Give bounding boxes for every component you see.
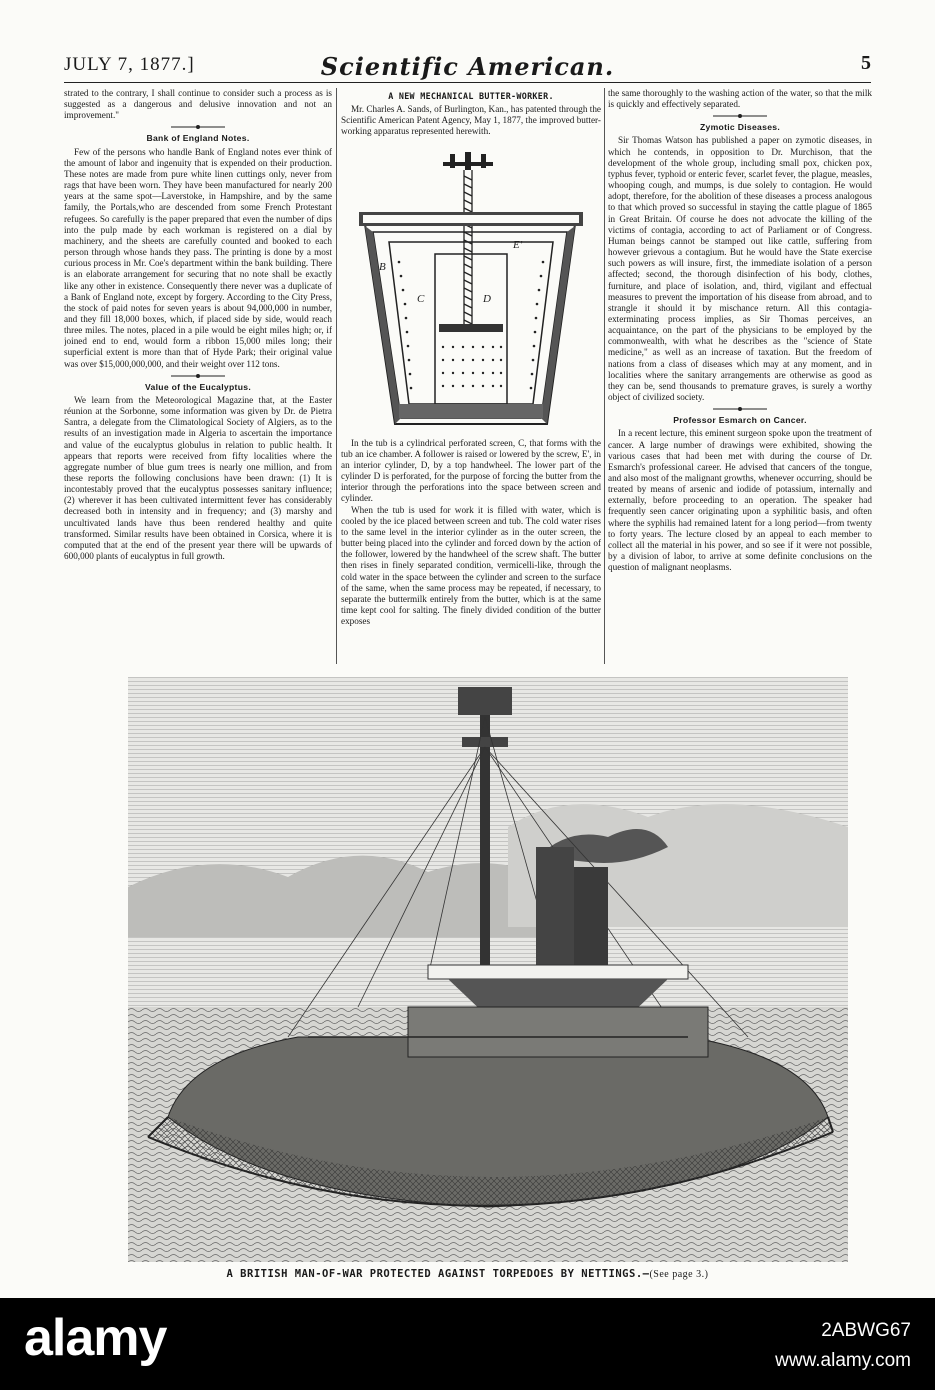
label-d: D [483,292,491,305]
caption-see-page: (See page 3.) [649,1269,709,1280]
article-butter-worker-body-1: In the tub is a cylindrical perforated screen, C, that forms with the tub an ice chamber. A follower is raised or lowered by the screw, E', in an interior cylinder, D, by a top handwheel. The lower part of the cylinder D is perforated, for the purpose of forcing the butter from the interior through the perforations into the space between screen and cylinder. [341,437,601,504]
issue-date: JULY 7, 1877.] [64,54,195,75]
heading-value-of-eucalyptus: Value of the Eucalyptus. [144,381,252,392]
column-2 [341,88,601,666]
heading-zymotic-diseases: Zymotic Diseases. [699,122,781,133]
image-id-block [775,1316,911,1376]
article-value-of-eucalyptus: We learn from the Meteorological Magazine that, at the Easter réunion at the Sorbonne, some information was given by Dr. de Pietra Santra, a delegate from the Climatological Society of Algiers, as to the results of an investigation made in Algeria to ascertain the importance and value of the eucalyptus globulus in relation to public health. It appears that reports were received from fifty localities where the aggregate number of blue gum trees is nearly one million, and from these reports the following conclusions have been drawn: (1) It is incontestably proved that the eucalyptus possesses sanitary influence; (2) wherever it has been cultivated intermittent fever has considerably decreased both in intensity and in frequency; and (3) marshy and uncultivated lands have thus been rendered healthy and quite transformed. Similar results have been obtained in Corsica, where it is computed that at the end of the present year there will be upwards of 600,000 plants of eucalyptus in full growth. [64,394,332,562]
stock-url: www.alamy.com [775,1350,911,1371]
ornament-divider-icon [163,373,233,379]
heading-esmarch-on-cancer: Professor Esmarch on Cancer. [673,415,807,426]
publication-title: Scientific American. [320,52,615,81]
heading-bank-of-england-notes: Bank of England Notes. [146,133,250,144]
label-b: B [379,260,386,273]
column-3 [608,88,872,666]
article-bank-of-england-notes: Few of the persons who handle Bank of England notes ever think of the amount of labor and ingenuity that is expended on their production. These notes are made from pure white linen cuttings only, never from rags that have been worn. They have been manufactured for nearly 200 years at the same spot—Laverstoke, in Hampshire, and by the same family, the Portals,who are descended from some French Protestant refugees. So carefully is the paper prepared that even the number of dips into the pulp made by each workman is registered on a dial by machinery, and the sheets are carefully counted and booked to each person through whose hands they pass. The printing is done by a most curious process in Mr. Coe's department within the bank building. There is an elaborate arrangement for securing that no note shall be exactly like any other in existence. Consequently there never was a duplicate of a Bank of England note, except by forgery. According to the City Press, the stock of paid notes for seven years is about 94,000,000 in number, and they fill 18,000 boxes, which, if placed side by side, would reach three miles. The notes, placed in a pile would be eight miles high; or, if joined end to end, would form a ribbon 15,000 miles long; their superficial extent is more than that of Hyde Park; their original value was over $15,000,000,000, and their weight over 112 tons. [64,146,332,369]
alamy-logo: alamy [24,1309,167,1367]
column-rule [604,88,605,664]
article-butter-worker-intro: Mr. Charles A. Sands, of Burlington, Kan., has patented through the Scientific American Patent Agency, May 1, 1877, the improved butter-working apparatus represented herewith. [341,104,601,137]
engraving-caption [64,1268,871,1280]
article-continuation: strated to the contrary, I shall continue to consider such a process as is suggested as a dangerous and delusive innovation and not an improvement." [64,88,332,121]
butter-worker-figure [343,142,599,432]
label-c: C [417,292,425,305]
column-rule [336,88,337,664]
ornament-divider-icon [705,406,775,412]
stock-watermark-banner [0,1298,935,1390]
article-esmarch-on-cancer: In a recent lecture, this eminent surgeon spoke upon the treatment of cancer. A large number of drawings were exhibited, showing the various cases that had been met with during the course of Dr. Esmarch's professional career. He advised that cancers of the tongue, and also most of the malignant growths, whenever occurring, should be treated by means of arsenic and iodide of potassium, internally and externally, before proceeding to an operation. The speaker had frequently seen cancer originating upon a syphilitic basis, and often where the syphilis had remained latent for a long period—from twenty to forty years. The lecture closed by an appeal to each member to collect all the material in his power, and so see if it were not possible, by a division of labor, to arrive at some definite conclusions on the question of malignant neoplasms. [608,428,872,573]
page-number: 5 [861,52,871,74]
article-continuation: the same thoroughly to the washing action of the water, so that the milk is quickly and effectively separated. [608,88,872,110]
article-zymotic-diseases: Sir Thomas Watson has published a paper on zymotic diseases, in which he contends, in opposition to Dr. Murchison, that the development of the whole group, including small pox, chicken pox, typhus fever, typhoid or enteric fever, scarlet fever, the plague, measles, whooping cough, and mumps, is due solely to contagion. He would adopt, therefore, for the abolition of these diseases a process analogous to that which proved so successful in staying the cattle plague of 1865 in Great Britain. Of course he does not advocate the killing of the victims of contagia, according to act of Parliament or of Congress. Human beings cannot be stamped out like cattle, suffering from however grievous a contagium. But he would have the State exercise such powers as will insure, first, the immediate isolation of a person affected; second, the thorough disinfection of his body, clothes, furniture, and place of isolation, and, third, vigilant and effectual measures to prevent the importation of his disease from abroad, and to strangle it should it by mischance return. All this contagia-exterminating process implies, as Sir Thomas perceives, an acquaintance, on the part of the physicians to be employed by the commonwealth, with what he describes as the "science of State medicine," as well as an increase of taxation. But the freedom of nations from a class of diseases which may at any moment, and in localities where the sanitary arrangements are otherwise as good as they can be, send thousands to premature graves, is surely a worthy object of civilized society. [608,135,872,403]
ornament-divider-icon [705,113,775,119]
column-1 [64,88,332,666]
ornament-divider-icon [163,124,233,130]
article-butter-worker-body-2: When the tub is used for work it is filled with water, which is cooled by the ice placed between screen and tub. The cold water rises to the same level in the interior cylinder as in the outer screen, the butter being placed into the cylinder and forced down by the action of the follower, lowered by the handwheel of the screw shaft. The butter then rises in finely separated condition, vermicelli-like, through the cold water in the space between the cylinder and screen to the surface of the same, when the same process may be repeated, if necessary, to separate the buttermilk entirely from the butter, which is at the same time kept cool for salting. The finely divided condition of the butter exposes [341,504,601,627]
masthead [64,52,871,83]
caption-text: A BRITISH MAN-OF-WAR PROTECTED AGAINST TORPEDOES BY NETTINGS.— [226,1268,650,1280]
image-id: 2ABWG67 [821,1320,911,1341]
heading-butter-worker: A NEW MECHANICAL BUTTER-WORKER. [388,91,554,101]
warship-engraving [128,677,848,1262]
label-e: E' [513,238,523,251]
